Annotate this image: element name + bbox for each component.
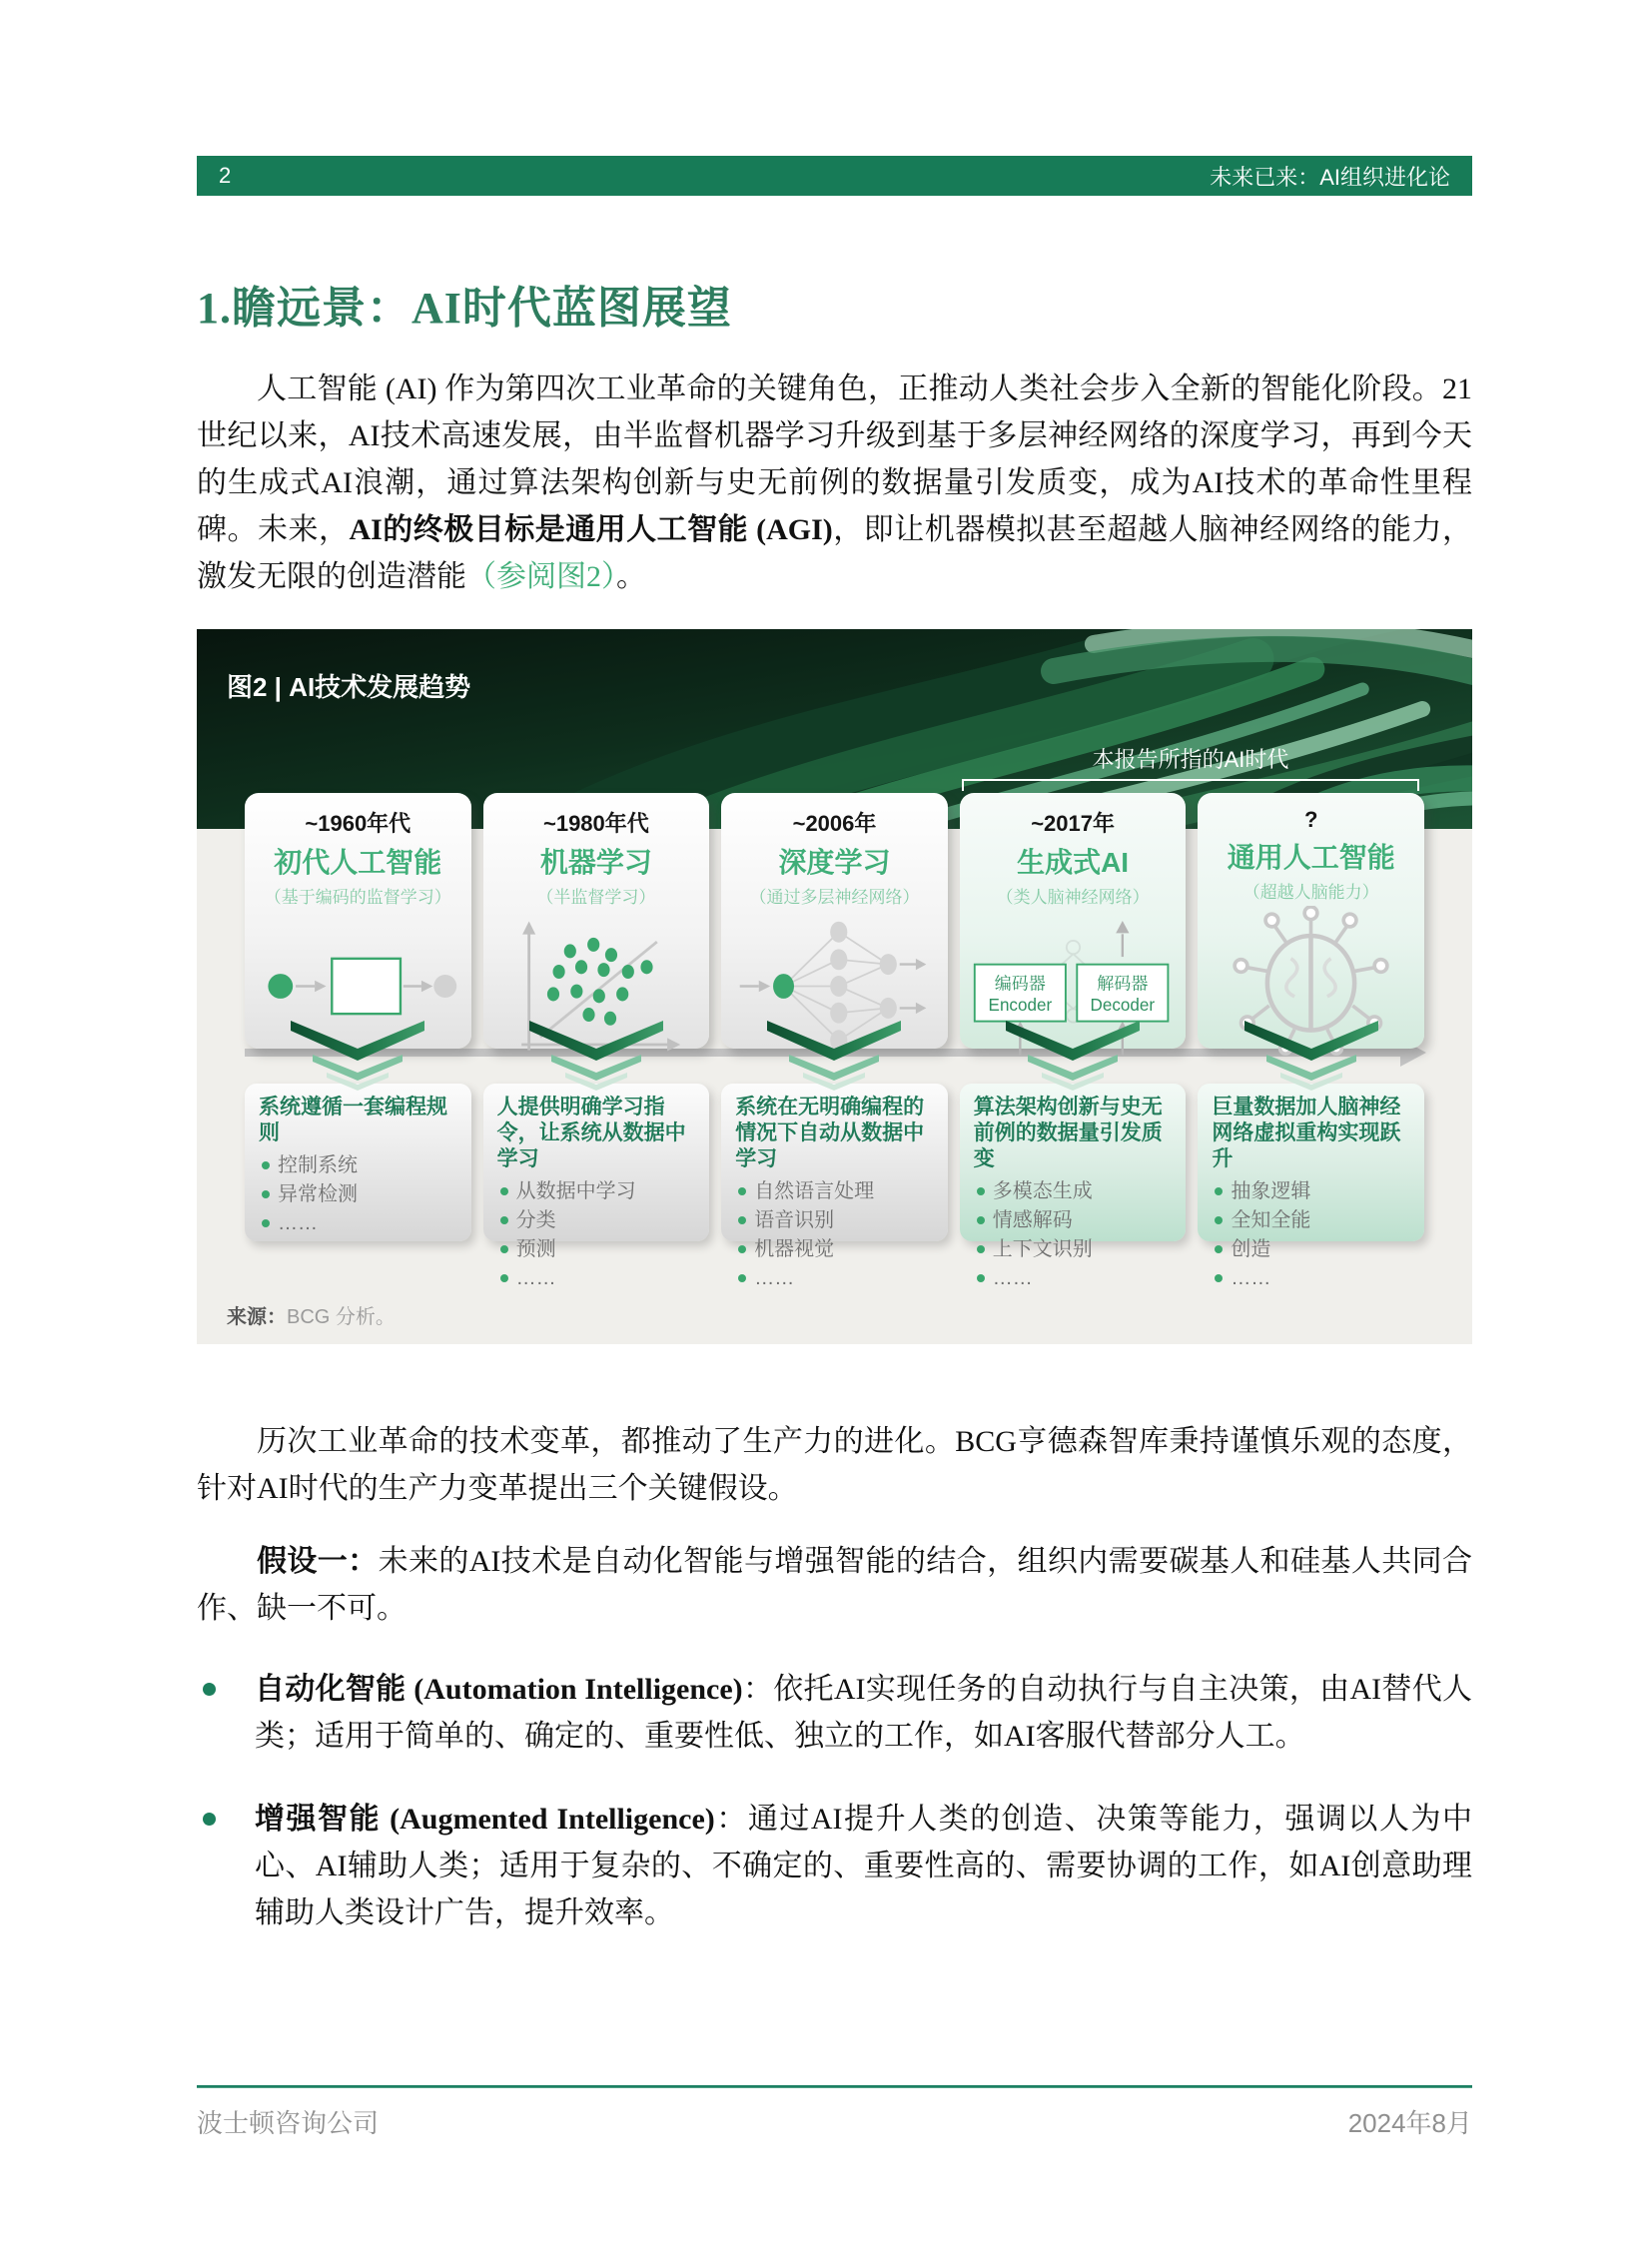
- column-subtitle: （基于编码的监督学习）: [264, 888, 451, 907]
- column-subtitle: （半监督学习）: [536, 888, 656, 907]
- figure-title: 图2 | AI技术发展趋势: [227, 672, 471, 702]
- description-heading: 系统遵循一套编程规则: [259, 1096, 447, 1144]
- description-card: [1198, 1084, 1424, 1289]
- desc-bullet: 分类: [497, 1207, 696, 1233]
- description-bullets: [1212, 1178, 1410, 1291]
- down-chevron-icon: [521, 1017, 671, 1091]
- intelligence-types-list: [197, 1666, 1472, 1972]
- intro-paragraph: 人工智能 (AI) 作为第四次工业革命的关键角色，正推动人类社会步入全新的智能化阶段。21世纪以来，AI技术高速发展，由半监督机器学习升级到基于多层神经网络的深度学习，再到今天的生成式AI浪潮，通过算法架构创新与史无前例的数据量引发质变，成为AI技术的革命性里程碑。未来，AI的终极目标是通用人工智能 (AGI)，即让机器模拟甚至超越人脑神经网络的能力，激发无限的创造潜能（参阅图2）。: [197, 373, 1473, 593]
- description-heading: 算法架构创新与史无前例的数据量引发质变: [973, 1096, 1163, 1170]
- footer-divider: [197, 2085, 1472, 2088]
- column-subtitle: （通过多层神经网络）: [749, 888, 920, 907]
- era-card: [1198, 793, 1424, 1049]
- column-subtitle: （类人脑神经网络）: [996, 888, 1150, 907]
- desc-bullet: ……: [735, 1265, 934, 1291]
- description-card: [245, 1084, 471, 1241]
- description-bullets: [497, 1178, 696, 1291]
- desc-bullet: ……: [1212, 1265, 1410, 1291]
- description-card: [721, 1084, 948, 1289]
- timeline-column: [245, 793, 471, 1241]
- era-scope-bracket: [962, 779, 1419, 791]
- column-title: 深度学习: [778, 847, 891, 878]
- column-year: ~2006年: [792, 811, 877, 836]
- timeline-columns: [245, 793, 1424, 1289]
- description-heading: 巨量数据加人脑神经网络虚拟重构实现跃升: [1212, 1096, 1401, 1170]
- era-card: [483, 793, 710, 1049]
- era-scope-label: 本报告所指的AI时代: [1092, 747, 1289, 772]
- desc-bullet: 全知全能: [1212, 1207, 1410, 1233]
- description-card: [960, 1084, 1187, 1289]
- footer-company: 波士顿咨询公司: [197, 2108, 380, 2138]
- description-bullets: [735, 1178, 934, 1291]
- column-title: 机器学习: [539, 847, 652, 878]
- paragraph-revolutions: 历次工业革命的技术变革，都推动了生产力的进化。BCG亨德森智库秉持谨慎乐观的态度，针对AI时代的生产力变革提出三个关键假设。: [197, 1425, 1472, 1505]
- desc-bullet: 控制系统: [259, 1152, 457, 1178]
- description-heading: 系统在无明确编程的情况下自动从数据中学习: [735, 1096, 925, 1170]
- column-title: 生成式AI: [1017, 847, 1130, 878]
- desc-bullet: ……: [974, 1265, 1173, 1291]
- page-number: 2: [219, 163, 232, 188]
- svg-text:Decoder: Decoder: [1090, 995, 1155, 1015]
- header-title: 未来已来：AI组织进化论: [1210, 164, 1450, 190]
- desc-bullet: 自然语言处理: [735, 1178, 934, 1204]
- desc-bullet: 从数据中学习: [497, 1178, 696, 1204]
- era-card: [721, 793, 948, 1049]
- source-text: BCG 分析。: [287, 1306, 396, 1328]
- timeline-column: [1198, 793, 1424, 1289]
- desc-bullet: 情感解码: [974, 1207, 1173, 1233]
- desc-bullet: 创造: [1212, 1236, 1410, 1262]
- desc-bullet: 语音识别: [735, 1207, 934, 1233]
- down-chevron-icon: [1237, 1017, 1386, 1091]
- svg-text:解码器: 解码器: [1096, 973, 1149, 993]
- timeline-column: [721, 793, 948, 1289]
- paragraph-hypothesis-1: 假设一：未来的AI技术是自动化智能与增强智能的结合，组织内需要碳基人和硅基人共同合作、缺一不可。: [197, 1545, 1473, 1625]
- list-item-automation-intelligence: 自动化智能 (Automation Intelligence)：依托AI实现任务的自动执行与自主决策，由AI替代人类；适用于简单的、确定的、重要性低、独立的工作，如AI客服代替部分人工。: [197, 1666, 1472, 1760]
- description-card: [483, 1084, 710, 1289]
- desc-bullet: ……: [259, 1210, 457, 1236]
- source-label: 来源：: [227, 1306, 287, 1328]
- column-year: ~1980年代: [542, 811, 649, 836]
- page-footer: [197, 2103, 1472, 2140]
- desc-bullet: 异常检测: [259, 1181, 457, 1207]
- desc-bullet: ……: [497, 1265, 696, 1291]
- desc-bullet: 机器视觉: [735, 1236, 934, 1262]
- column-title: 通用人工智能: [1227, 842, 1395, 873]
- era-card: [245, 793, 471, 1049]
- svg-text:Encoder: Encoder: [988, 995, 1052, 1015]
- svg-text:编码器: 编码器: [994, 973, 1046, 993]
- column-subtitle: （超越人脑能力）: [1242, 883, 1379, 902]
- timeline-column: [483, 793, 710, 1289]
- down-chevron-icon: [998, 1017, 1148, 1091]
- timeline-column: [960, 793, 1187, 1289]
- desc-bullet: 抽象逻辑: [1212, 1178, 1410, 1204]
- era-card: [960, 793, 1187, 1049]
- list-item-augmented-intelligence: 增强智能 (Augmented Intelligence)：通过AI提升人类的创造、决策等能力，强调以人为中心、AI辅助人类；适用于复杂的、不确定的、重要性高的、需要协调的工作，如AI创意助理辅助人类设计广告，提升效率。: [197, 1796, 1472, 1936]
- column-year: ~1960年代: [305, 811, 412, 836]
- desc-bullet: 预测: [497, 1236, 696, 1262]
- desc-bullet: 上下文识别: [974, 1236, 1173, 1262]
- down-chevron-icon: [759, 1017, 909, 1091]
- source-note: [227, 1300, 396, 1329]
- desc-bullet: 多模态生成: [974, 1178, 1173, 1204]
- column-title: 初代人工智能: [274, 847, 442, 878]
- description-bullets: [259, 1152, 457, 1236]
- section-heading: 1.瞻远景：AI时代蓝图展望: [197, 284, 732, 333]
- description-bullets: [974, 1178, 1173, 1291]
- footer-date: 2024年8月: [1347, 2108, 1472, 2138]
- column-year: ~2017年: [1031, 811, 1115, 836]
- down-chevron-icon: [283, 1017, 432, 1091]
- description-heading: 人提供明确学习指令，让系统从数据中学习: [496, 1096, 686, 1170]
- page-header: [197, 156, 1472, 196]
- figure-ai-tech-trends: [197, 629, 1472, 1344]
- column-year: ?: [1303, 807, 1318, 832]
